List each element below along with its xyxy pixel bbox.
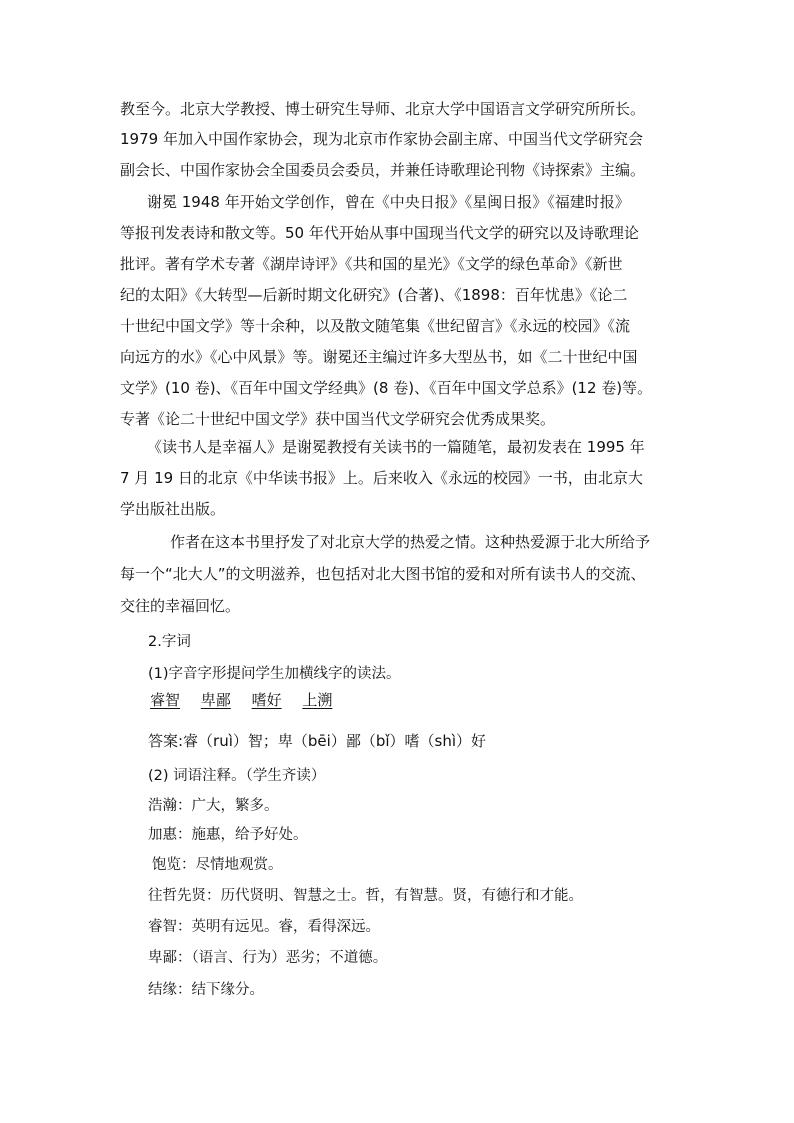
career-line-8: 专著《论二十世纪中国文学》获中国当代文学研究会优秀成果奖。 bbox=[120, 410, 556, 428]
theme-line-3: 交往的幸福回忆。 bbox=[120, 597, 241, 615]
career-line-7: 文学》(10 卷)、《百年中国文学经典》(8 卷)、《百年中国文学总系》(12 卷)等。 bbox=[120, 379, 653, 397]
glossary-item-6: 卑鄙：（语言、行为）恶劣；不道德。 bbox=[148, 950, 388, 966]
glossary-item-2: 加惠：施惠，给予好处。 bbox=[148, 827, 308, 843]
word-beibi: 卑鄙 bbox=[200, 691, 231, 709]
theme-line-2: 每一个“北大人”的文明滋养，也包括对北大图书馆的爱和对所有读书人的交流、 bbox=[120, 565, 646, 583]
glossary-item-5: 睿智：英明有远见。睿，看得深远。 bbox=[148, 919, 380, 935]
word-ruizhi: 睿智 bbox=[150, 691, 181, 709]
essay-line-3: 学出版社出版。 bbox=[120, 500, 226, 518]
bio-line-1: 教至今。北京大学教授、博士研究生导师、北京大学中国语言文学研究所所长。 bbox=[120, 100, 646, 118]
career-line-4: 纪的太阳》《大转型—后新时期文化研究》(合著)、《1898：百年忧患》《论二 bbox=[120, 286, 628, 304]
career-line-2: 等报刊发表诗和散文等。50 年代开始从事中国现当代文学的研究以及诗歌理论 bbox=[120, 224, 639, 242]
bio-line-3: 副会长、中国作家协会全国委员会委员，并兼任诗歌理论刊物《诗探索》主编。 bbox=[120, 161, 646, 179]
career-line-5: 十世纪中国文学》等十余种，以及散文随笔集《世纪留言》《永远的校园》《流 bbox=[120, 317, 631, 335]
word-shihao: 嗜好 bbox=[251, 691, 282, 709]
answer-line: 答案:睿（ruì）智；卑（bēi）鄙（bǐ）嗜（shì）好 bbox=[148, 732, 486, 750]
career-line-6: 向远方的水》《心中风景》等。谢冕还主编过许多大型丛书，如《二十世纪中国 bbox=[120, 348, 638, 366]
phonetics-question: (1)字音字形提问学生加横线字的读法。 bbox=[148, 666, 401, 682]
word-shangsu: 上溯 bbox=[302, 691, 333, 709]
glossary-item-3: 饱览：尽情地观赏。 bbox=[152, 857, 283, 873]
glossary-item-7: 结缘：结下缘分。 bbox=[148, 982, 264, 998]
section-2-heading: 2.字词 bbox=[148, 634, 191, 650]
glossary-item-1: 浩瀚：广大，繁多。 bbox=[148, 798, 279, 814]
essay-line-1: 《读书人是幸福人》是谢冕教授有关读书的一篇随笔，最初发表在 1995 年 bbox=[147, 438, 645, 456]
career-line-3: 批评。著有学术专著《湖岸诗评》《共和国的星光》《文学的绿色革命》《新世 bbox=[120, 255, 623, 273]
theme-line-1: 作者在这本书里抒发了对北京大学的热爱之情。这种热爱源于北大所给予 bbox=[170, 533, 651, 551]
career-line-1: 谢冕 1948 年开始文学创作，曾在《中央日报》《星闽日报》《福建时报》 bbox=[147, 193, 630, 211]
essay-line-2: 7 月 19 日的北京《中华读书报》上。后来收入《永远的校园》一书，由北京大 bbox=[120, 469, 643, 487]
underlined-words bbox=[150, 690, 332, 710]
glossary-heading: (2) 词语注释。（学生齐读） bbox=[148, 768, 326, 784]
glossary-item-4: 往哲先贤：历代贤明、智慧之士。哲，有智慧。贤，有德行和才能。 bbox=[148, 888, 583, 904]
bio-line-2: 1979 年加入中国作家协会，现为北京市作家协会副主席、中国当代文学研究会 bbox=[120, 130, 643, 148]
